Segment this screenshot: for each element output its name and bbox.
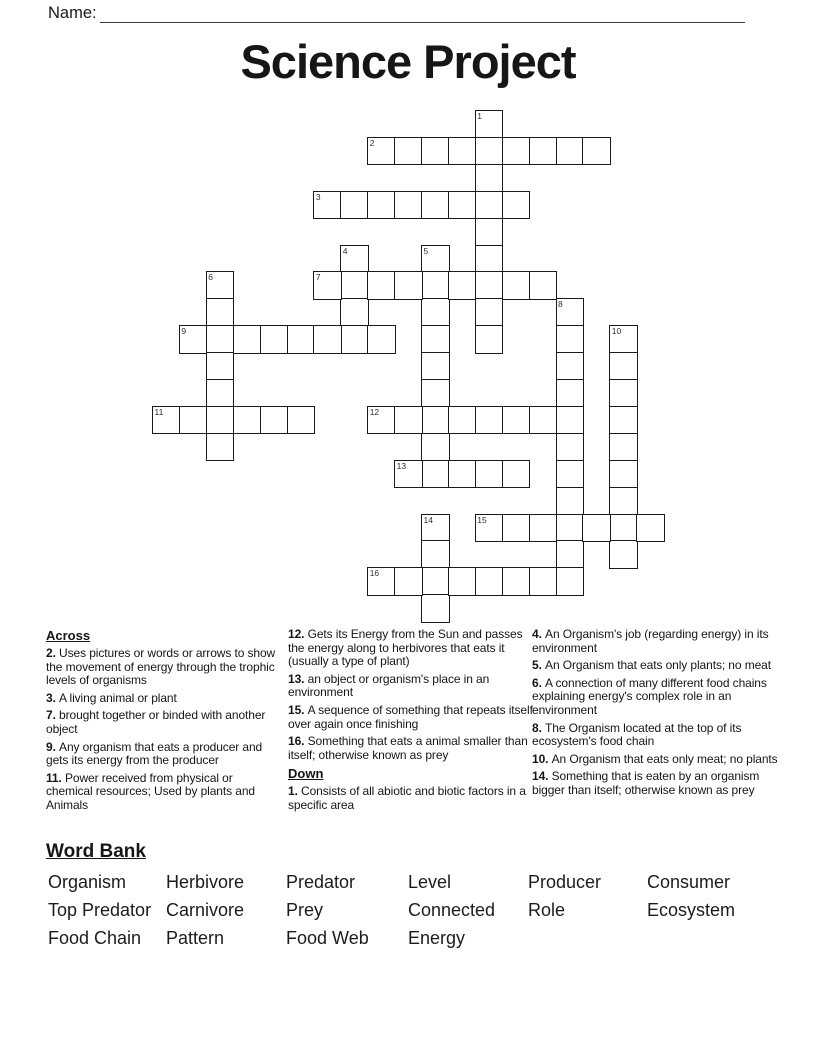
word-bank-word: Food Chain (48, 927, 142, 948)
word-bank-words (48, 872, 788, 956)
grid-cell[interactable] (421, 137, 450, 166)
grid-cell[interactable] (475, 218, 504, 247)
grid-cell[interactable] (582, 514, 611, 543)
clue-14: 14. Something that is eaten by an organism bigger than itself; otherwise known as prey (532, 769, 760, 797)
grid-cell[interactable] (448, 137, 477, 166)
word-bank-word: Organism (48, 872, 127, 892)
grid-cell[interactable] (367, 271, 396, 300)
clue-column-1 (46, 628, 277, 817)
clue-8: 8. The Organism located at the top of its ecosystem's food chain (532, 720, 742, 749)
grid-cell[interactable] (421, 191, 450, 220)
grid-cell[interactable] (475, 191, 504, 220)
clue-number: 10. (532, 751, 552, 766)
grid-cell[interactable] (367, 325, 396, 354)
cell-number: 12 (369, 406, 380, 417)
clue-3: 3. A living animal or plant (46, 690, 177, 705)
cell-number: 13 (396, 460, 407, 471)
grid-cell[interactable] (421, 460, 450, 489)
grid-cell[interactable] (556, 567, 585, 596)
grid-cell[interactable] (636, 514, 665, 543)
page-title: Science Project (240, 35, 576, 88)
grid-cell[interactable] (394, 271, 423, 300)
clue-13: 13. an object or organism's place in an environment (288, 671, 490, 700)
grid-cell[interactable] (475, 164, 504, 193)
clue-7: 7. brought together or binded with another object (46, 708, 266, 736)
grid-cell[interactable] (609, 406, 638, 435)
grid-cell[interactable] (313, 325, 342, 354)
grid-cell[interactable] (609, 540, 638, 569)
grid-cell[interactable] (475, 137, 504, 166)
clue-11: 11. Power received from physical or chemical resources; Used by plants and Animals (46, 770, 255, 812)
clue-number: 8. (532, 720, 546, 735)
grid-cell[interactable] (421, 567, 450, 596)
grid-cell[interactable] (556, 352, 585, 381)
grid-cell[interactable] (529, 137, 558, 166)
clue-number: 15. (288, 702, 308, 717)
word-bank-word: Carnivore (166, 899, 245, 920)
grid-cell[interactable] (475, 406, 504, 435)
grid-cell[interactable] (340, 298, 369, 327)
grid-cell[interactable] (502, 460, 531, 489)
grid-cell[interactable] (529, 514, 558, 543)
clue-number: 7. (46, 708, 60, 723)
grid-cell[interactable] (421, 245, 450, 274)
clue-number: 9. (46, 739, 60, 754)
grid-cell[interactable] (475, 298, 504, 327)
grid-cell[interactable] (421, 433, 450, 462)
clue-number: 11. (46, 770, 65, 785)
grid-cell[interactable] (609, 352, 638, 381)
clue-6: 6. A connection of many different food chains explaining energy's complex role in an environment (532, 675, 767, 717)
grid-cell[interactable] (367, 191, 396, 220)
word-bank-word: Energy (408, 927, 466, 948)
grid-cell[interactable] (340, 325, 369, 354)
clue-12: 12. Gets its Energy from the Sun and passes the energy along to herbivores that eats it (usually a type of plant) (288, 627, 523, 669)
cell-number: 16 (369, 568, 380, 579)
clue-16: 16. Something that eats a animal smaller than itself; otherwise known as prey (288, 734, 528, 762)
grid-cell[interactable] (233, 325, 262, 354)
grid-cell[interactable] (421, 406, 450, 435)
grid-cell[interactable] (609, 433, 638, 462)
cell-number: 8 (558, 299, 563, 310)
clue-number: 4. (532, 627, 546, 641)
grid-cell[interactable] (448, 406, 477, 435)
clue-number: 6. (532, 675, 546, 690)
clue-1: 1. Consists of all abiotic and biotic factors in a specific area (288, 784, 526, 812)
grid-cell[interactable] (421, 271, 450, 300)
clue-4: 4. An Organism's job (regarding energy) in its environment (532, 627, 769, 655)
word-bank-word: Ecosystem (647, 899, 736, 920)
grid-cell[interactable] (448, 567, 477, 596)
grid-cell[interactable] (475, 514, 504, 543)
clue-2: 2. Uses pictures or words or arrows to show the movement of energy through the trophic levels of organisms (46, 646, 276, 688)
word-bank-word: Predator (286, 872, 356, 892)
grid-cell[interactable] (340, 245, 369, 274)
name-label: Name: (48, 4, 97, 22)
clues-heading-down: Down (288, 766, 324, 782)
word-bank-word: Producer (528, 872, 602, 892)
grid-cell[interactable] (475, 245, 504, 274)
grid-cell[interactable] (340, 191, 369, 220)
grid-cell[interactable] (556, 325, 585, 354)
grid-cell[interactable] (421, 379, 450, 408)
grid-cell[interactable] (556, 379, 585, 408)
grid-cell[interactable] (556, 487, 585, 516)
grid-cell[interactable] (556, 137, 585, 166)
grid-cell[interactable] (421, 540, 450, 569)
cell-number: 6 (208, 272, 214, 283)
grid-cell[interactable] (502, 271, 531, 300)
grid-cell[interactable] (609, 379, 638, 408)
grid-cell[interactable] (475, 567, 504, 596)
grid-cell[interactable] (475, 110, 504, 139)
grid-cell[interactable] (448, 271, 477, 300)
word-bank-word: Food Web (286, 927, 369, 948)
grid-cell[interactable] (609, 487, 638, 516)
cell-number: 10 (611, 326, 622, 337)
cell-number: 1 (477, 111, 483, 121)
grid-cell[interactable] (556, 514, 585, 543)
grid-cell[interactable] (502, 191, 531, 220)
grid-cell[interactable] (233, 406, 262, 435)
grid-cell[interactable] (206, 406, 235, 435)
clue-number: 16. (288, 734, 308, 749)
grid-cell[interactable] (367, 406, 396, 435)
word-bank-word: Pattern (166, 927, 225, 948)
word-bank-word: Role (528, 899, 566, 920)
cell-number: 2 (369, 137, 375, 148)
grid-cell[interactable] (152, 406, 181, 435)
grid-cell[interactable] (609, 514, 638, 543)
grid-cell[interactable] (475, 325, 504, 354)
cell-number: 9 (181, 326, 187, 337)
cell-number: 7 (315, 272, 321, 283)
grid-cell[interactable] (394, 406, 423, 435)
grid-cell[interactable] (556, 540, 585, 569)
clue-number: 13. (288, 671, 308, 686)
clue-9: 9. Any organism that eats a producer and gets its energy from the producer (46, 739, 263, 768)
grid-cell[interactable] (448, 191, 477, 220)
grid-cell[interactable] (206, 433, 235, 462)
grid-cell[interactable] (529, 567, 558, 596)
grid-cell[interactable] (421, 298, 450, 327)
grid-cell[interactable] (529, 406, 558, 435)
grid-cell[interactable] (367, 137, 396, 166)
word-bank-heading: Word Bank (46, 841, 146, 862)
grid-cell[interactable] (556, 298, 585, 327)
cell-number: 5 (423, 245, 429, 256)
crossword-grid (152, 110, 665, 623)
grid-cell[interactable] (609, 460, 638, 489)
grid-cell[interactable] (206, 379, 235, 408)
word-bank-word: Level (408, 872, 452, 892)
clue-column-3 (532, 628, 779, 802)
grid-cell[interactable] (206, 352, 235, 381)
clues-heading-across: Across (46, 628, 91, 643)
clue-15: 15. A sequence of something that repeats itself over again once finishing (288, 702, 533, 731)
grid-cell[interactable] (609, 325, 638, 354)
grid-cell[interactable] (313, 191, 342, 220)
cell-number: 11 (154, 406, 164, 417)
grid-cell[interactable] (394, 460, 423, 489)
grid-cell[interactable] (206, 298, 235, 327)
word-bank-word: Consumer (647, 872, 731, 892)
grid-cell[interactable] (448, 460, 477, 489)
grid-cell[interactable] (206, 325, 235, 354)
grid-cell[interactable] (394, 567, 423, 596)
grid-cell[interactable] (421, 594, 450, 623)
word-bank-word: Connected (408, 899, 496, 920)
grid-cell[interactable] (582, 137, 611, 166)
grid-cell[interactable] (340, 271, 369, 300)
clue-number: 1. (288, 784, 302, 799)
cell-number: 4 (342, 245, 348, 256)
name-blank-line[interactable] (100, 22, 745, 23)
grid-cell[interactable] (475, 460, 504, 489)
grid-cell[interactable] (179, 406, 208, 435)
grid-cell[interactable] (556, 406, 585, 435)
clue-column-2 (288, 628, 533, 817)
grid-cell[interactable] (179, 325, 208, 354)
cell-number: 14 (423, 514, 433, 525)
grid-cell[interactable] (421, 325, 450, 354)
clue-number: 5. (532, 658, 546, 673)
grid-cell[interactable] (421, 514, 450, 543)
grid-cell[interactable] (367, 567, 396, 596)
grid-cell[interactable] (260, 406, 289, 435)
clue-number: 12. (288, 627, 308, 641)
clue-5: 5. An Organism that eats only plants; no meat (532, 658, 771, 673)
cell-number: 15 (477, 514, 487, 525)
grid-cell[interactable] (287, 406, 316, 435)
clue-number: 14. (532, 769, 552, 784)
cell-number: 3 (315, 191, 321, 202)
grid-cell[interactable] (502, 137, 531, 166)
word-bank-word: Prey (286, 899, 324, 920)
grid-cell[interactable] (556, 433, 585, 462)
grid-cell[interactable] (556, 460, 585, 489)
grid-cell[interactable] (529, 271, 558, 300)
word-bank-word: Top Predator (48, 899, 152, 920)
grid-cell[interactable] (313, 271, 342, 300)
clue-number: 3. (46, 690, 60, 705)
clue-number: 2. (46, 646, 60, 660)
grid-cell[interactable] (206, 271, 235, 300)
grid-cell[interactable] (502, 567, 531, 596)
word-bank-word: Herbivore (166, 872, 245, 892)
grid-cell[interactable] (260, 325, 289, 354)
clue-10: 10. An Organism that eats only meat; no plants (532, 751, 778, 766)
grid-cell[interactable] (502, 514, 531, 543)
grid-cell[interactable] (421, 352, 450, 381)
grid-cell[interactable] (287, 325, 316, 354)
grid-cell[interactable] (475, 271, 504, 300)
grid-cell[interactable] (502, 406, 531, 435)
grid-cell[interactable] (394, 191, 423, 220)
grid-cell[interactable] (394, 137, 423, 166)
